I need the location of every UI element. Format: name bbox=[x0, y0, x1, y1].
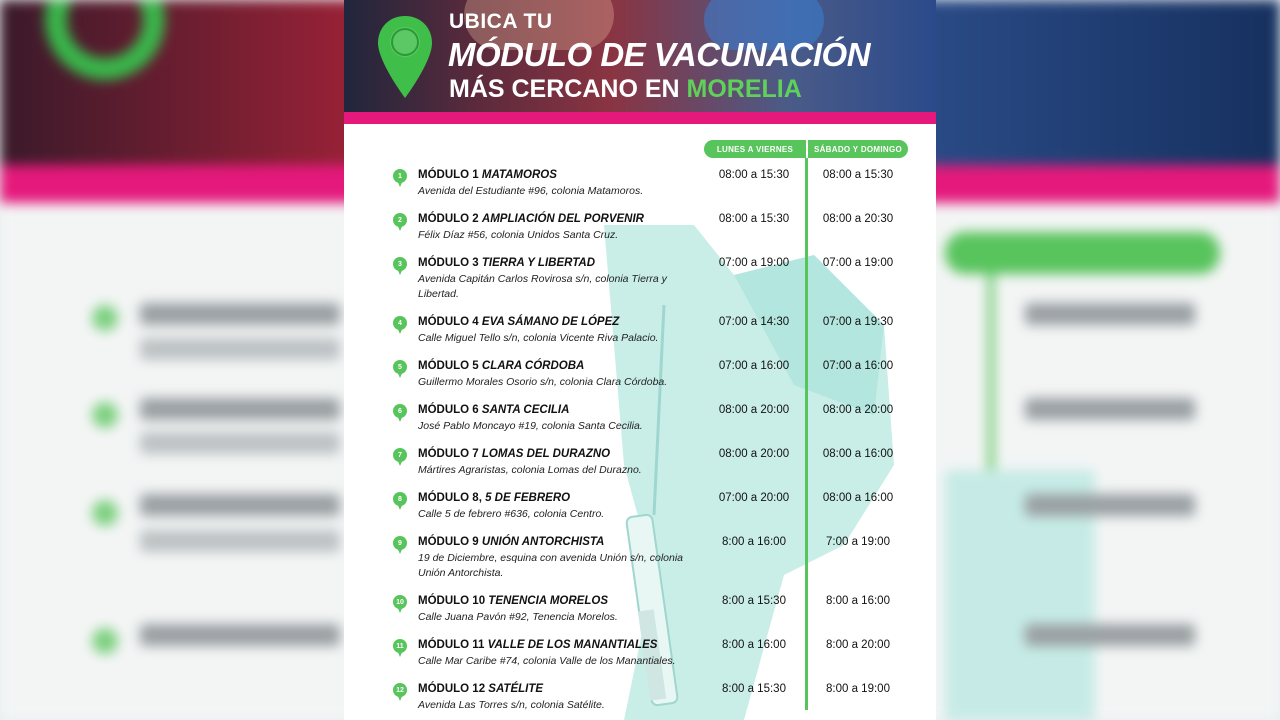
background-marker bbox=[92, 500, 118, 526]
module-number: MÓDULO 11 bbox=[418, 639, 485, 651]
module-pin-tip bbox=[397, 547, 403, 554]
weekend-hours: 07:00 a 19:30 bbox=[822, 316, 894, 328]
module-name bbox=[418, 683, 543, 695]
module-address: Avenida Las Torres s/n, colonia Satélite. bbox=[418, 699, 605, 711]
module-pin-tip bbox=[397, 459, 403, 466]
module-marker-number: 6 bbox=[393, 404, 407, 418]
header-title-city: MORELIA bbox=[686, 75, 802, 103]
weekday-hours: 8:00 a 15:30 bbox=[722, 683, 786, 695]
background-row bbox=[1025, 398, 1195, 420]
module-pin-tip bbox=[397, 415, 403, 422]
module-pin-icon bbox=[393, 213, 407, 232]
module-pin-icon bbox=[393, 492, 407, 511]
module-pin-tip bbox=[397, 327, 403, 334]
weekday-hours: 8:00 a 15:30 bbox=[722, 595, 786, 607]
module-pin-tip bbox=[397, 650, 403, 657]
module-pin-tip bbox=[397, 268, 403, 275]
module-address: Calle 5 de febrero #636, colonia Centro. bbox=[418, 508, 605, 520]
module-marker-number: 11 bbox=[393, 639, 407, 653]
header-title-line1: UBICA TU bbox=[449, 10, 553, 33]
module-location: VALLE DE LOS MANANTIALES bbox=[487, 639, 658, 651]
module-pin-icon bbox=[393, 316, 407, 335]
weekday-hours: 07:00 a 16:00 bbox=[718, 360, 790, 372]
module-location: EVA SÁMANO DE LÓPEZ bbox=[481, 316, 620, 328]
background-row bbox=[140, 530, 340, 552]
module-pin-icon bbox=[393, 360, 407, 379]
weekend-hours: 08:00 a 16:00 bbox=[822, 492, 894, 504]
background-row bbox=[140, 398, 340, 420]
module-name bbox=[418, 595, 608, 607]
weekend-hours: 8:00 a 19:00 bbox=[826, 683, 890, 695]
module-address: Guillermo Morales Osorio s/n, colonia Clara Córdoba. bbox=[418, 376, 668, 388]
module-address: 19 de Diciembre, esquina con avenida Unión s/n, colonia Unión Antorchista. bbox=[418, 552, 683, 579]
module-address: Calle Miguel Tello s/n, colonia Vicente Riva Palacio. bbox=[418, 332, 659, 344]
module-marker-number: 4 bbox=[393, 316, 407, 330]
weekend-hours: 08:00 a 20:30 bbox=[822, 213, 894, 225]
module-address: Mártires Agraristas, colonia Lomas del Durazno. bbox=[418, 464, 642, 476]
module-marker-number: 5 bbox=[393, 360, 407, 374]
module-pin-icon bbox=[393, 404, 407, 423]
weekday-hours: 8:00 a 16:00 bbox=[722, 639, 786, 651]
weekday-hours: 08:00 a 20:00 bbox=[718, 404, 790, 416]
weekday-hours: 08:00 a 15:30 bbox=[718, 169, 790, 181]
module-number: MÓDULO 3 bbox=[418, 257, 479, 269]
pink-divider bbox=[344, 112, 936, 124]
module-pin-icon bbox=[393, 169, 407, 188]
module-marker-number: 12 bbox=[393, 683, 407, 697]
weekend-hours: 08:00 a 20:00 bbox=[822, 404, 894, 416]
background-row bbox=[140, 303, 340, 325]
weekend-hours: 08:00 a 16:00 bbox=[822, 448, 894, 460]
module-number: MÓDULO 2 bbox=[418, 213, 479, 225]
module-number: MÓDULO 6 bbox=[418, 404, 479, 416]
module-pin-icon bbox=[393, 257, 407, 276]
module-address: Calle Juana Pavón #92, Tenencia Morelos. bbox=[418, 611, 618, 623]
background-row bbox=[1025, 303, 1195, 325]
module-name bbox=[418, 213, 644, 225]
weekday-hours: 8:00 a 16:00 bbox=[722, 536, 786, 548]
module-name bbox=[418, 316, 619, 328]
module-marker-number: 2 bbox=[393, 213, 407, 227]
column-header-weekend: SÁBADO Y DOMINGO bbox=[808, 140, 908, 158]
background-marker bbox=[92, 628, 118, 654]
module-name bbox=[418, 492, 570, 504]
module-pin-tip bbox=[397, 180, 403, 187]
weekend-hours: 8:00 a 16:00 bbox=[826, 595, 890, 607]
module-number: MÓDULO 1 bbox=[418, 169, 479, 181]
location-pin-icon bbox=[374, 12, 436, 102]
weekday-hours: 08:00 a 20:00 bbox=[718, 448, 790, 460]
weekend-hours: 7:00 a 19:00 bbox=[826, 536, 890, 548]
module-name bbox=[418, 360, 584, 372]
module-name bbox=[418, 448, 610, 460]
module-location: MATAMOROS bbox=[481, 169, 557, 181]
module-name bbox=[418, 536, 604, 548]
module-location: SATÉLITE bbox=[488, 683, 544, 695]
vaccination-poster bbox=[344, 0, 936, 720]
module-name bbox=[418, 639, 657, 651]
module-location: 5 DE FEBRERO bbox=[485, 492, 571, 504]
module-location: TIERRA Y LIBERTAD bbox=[481, 257, 596, 269]
module-number: MÓDULO 7 bbox=[418, 448, 479, 460]
weekday-hours: 07:00 a 20:00 bbox=[718, 492, 790, 504]
module-pin-icon bbox=[393, 595, 407, 614]
background-row bbox=[140, 432, 340, 454]
module-marker-number: 3 bbox=[393, 257, 407, 271]
module-location: UNIÓN ANTORCHISTA bbox=[481, 536, 605, 548]
weekend-hours: 8:00 a 20:00 bbox=[826, 639, 890, 651]
weekday-hours: 07:00 a 14:30 bbox=[718, 316, 790, 328]
background-row bbox=[140, 338, 340, 360]
module-address: Félix Díaz #56, colonia Unidos Santa Cruz. bbox=[418, 229, 619, 241]
module-number: MÓDULO 12 bbox=[418, 683, 486, 695]
module-number: MÓDULO 9 bbox=[418, 536, 479, 548]
module-name bbox=[418, 257, 595, 269]
module-marker-number: 7 bbox=[393, 448, 407, 462]
module-marker-number: 8 bbox=[393, 492, 407, 506]
module-marker-number: 9 bbox=[393, 536, 407, 550]
module-number: MÓDULO 10 bbox=[418, 595, 486, 607]
module-pin-icon bbox=[393, 536, 407, 555]
column-divider-line bbox=[805, 158, 808, 710]
background-marker bbox=[92, 402, 118, 428]
background-row bbox=[1025, 624, 1195, 646]
module-number: MÓDULO 5 bbox=[418, 360, 479, 372]
background-row bbox=[140, 494, 340, 516]
module-address: Calle Mar Caribe #74, colonia Valle de los Manantiales. bbox=[418, 655, 676, 667]
module-address: José Pablo Moncayo #19, colonia Santa Cecilia. bbox=[418, 420, 643, 432]
module-location: SANTA CECILIA bbox=[481, 404, 570, 416]
module-number: MÓDULO 8, bbox=[418, 492, 482, 504]
background-column-pill bbox=[945, 232, 1220, 274]
module-pin-tip bbox=[397, 224, 403, 231]
poster-header bbox=[344, 0, 936, 112]
module-pin-icon bbox=[393, 639, 407, 658]
weekend-hours: 08:00 a 15:30 bbox=[822, 169, 894, 181]
module-location: TENENCIA MORELOS bbox=[488, 595, 608, 607]
weekend-hours: 07:00 a 19:00 bbox=[822, 257, 894, 269]
module-name bbox=[418, 169, 557, 181]
weekday-hours: 08:00 a 15:30 bbox=[718, 213, 790, 225]
module-marker-number: 10 bbox=[393, 595, 407, 609]
header-title-prefix: MÁS CERCANO EN bbox=[449, 75, 680, 103]
module-pin-tip bbox=[397, 606, 403, 613]
header-title-line3 bbox=[449, 75, 802, 104]
module-marker-number: 1 bbox=[393, 169, 407, 183]
module-name bbox=[418, 404, 569, 416]
background-row bbox=[1025, 494, 1195, 516]
background-marker bbox=[92, 305, 118, 331]
header-title-line2: MÓDULO DE VACUNACIÓN bbox=[448, 36, 871, 73]
module-pin-tip bbox=[397, 694, 403, 701]
module-pin-icon bbox=[393, 448, 407, 467]
module-address: Avenida Capitán Carlos Rovirosa s/n, colonia Tierra y Libertad. bbox=[418, 273, 667, 300]
module-pin-tip bbox=[397, 371, 403, 378]
background-row bbox=[140, 624, 340, 646]
module-location: AMPLIACIÓN DEL PORVENIR bbox=[481, 213, 644, 225]
column-header-weekdays: LUNES A VIERNES bbox=[704, 140, 806, 158]
module-location: LOMAS DEL DURAZNO bbox=[481, 448, 611, 460]
module-pin-icon bbox=[393, 683, 407, 702]
module-number: MÓDULO 4 bbox=[418, 316, 479, 328]
weekday-hours: 07:00 a 19:00 bbox=[718, 257, 790, 269]
module-address: Avenida del Estudiante #96, colonia Matamoros. bbox=[418, 185, 644, 197]
module-pin-tip bbox=[397, 503, 403, 510]
weekend-hours: 07:00 a 16:00 bbox=[822, 360, 894, 372]
module-location: CLARA CÓRDOBA bbox=[481, 360, 585, 372]
